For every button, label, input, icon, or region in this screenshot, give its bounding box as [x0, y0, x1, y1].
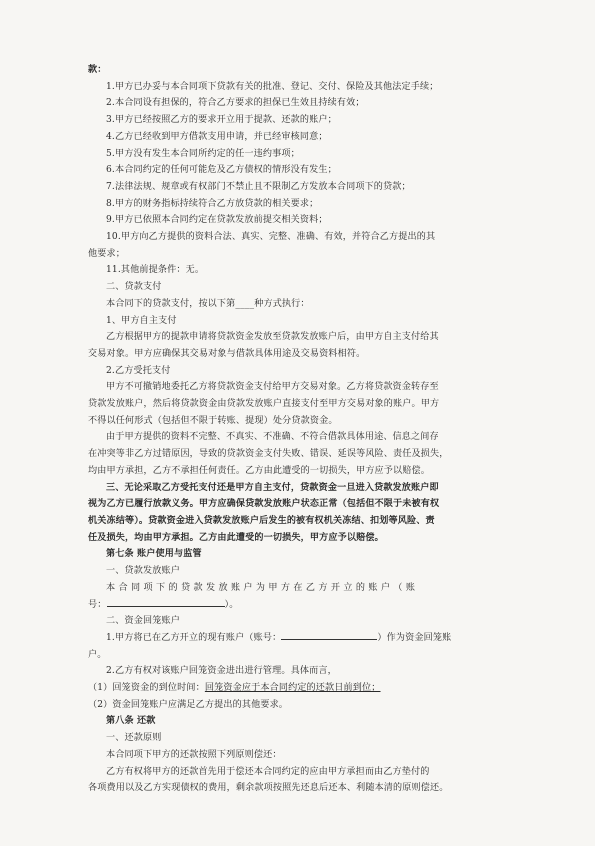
- text-line: [88, 513, 513, 530]
- line-text: 7.法律法规、规章或有权部门不禁止且不限制乙方发放本合同项下的贷款；: [106, 181, 411, 192]
- text-line: [88, 480, 513, 497]
- line-text-after: ）。: [224, 599, 239, 610]
- line-text: 交易对象。甲方应确保其交易对象与借款具体用途及交易资料相符。: [88, 348, 366, 359]
- line-text: 不得以任何形式（包括但不限于转账、提现）处分贷款资金。: [88, 415, 338, 426]
- text-line: [88, 563, 513, 580]
- text-line: [88, 162, 513, 179]
- line-text: 1.甲方将已在乙方开立的现有账户（账号：: [106, 632, 282, 643]
- text-line: [88, 446, 513, 463]
- line-text: 1.甲方已办妥与本合同项下贷款有关的批准、登记、交付、保险及其他法定手续；: [106, 81, 439, 92]
- text-line: [88, 196, 513, 213]
- line-text: 3.甲方已经按照乙方的要求开立用于提款、还款的账户；: [106, 115, 337, 126]
- text-line: [88, 129, 513, 146]
- text-line: [88, 396, 513, 413]
- text-line: [88, 246, 513, 263]
- text-line: [88, 546, 513, 563]
- line-text: 二、资金回笼账户: [106, 616, 180, 627]
- text-line: [88, 229, 513, 246]
- text-line: [88, 346, 513, 363]
- text-line: [88, 780, 513, 797]
- line-text: 6.本合同约定的任何可能危及乙方债权的情形没有发生；: [106, 165, 337, 176]
- text-line: [88, 262, 513, 279]
- line-text: 款：: [88, 64, 107, 75]
- text-line: [88, 697, 513, 714]
- line-text: 10.甲方向乙方提供的资料合法、真实、完整、准确、有效，并符合乙方提出的其: [106, 232, 436, 243]
- text-line: [88, 530, 513, 547]
- line-text: 乙方根据甲方的提款申请将贷款资金发放至贷款发放账户后，由甲方自主支付给其: [106, 332, 439, 343]
- line-text: 户。: [88, 649, 107, 660]
- line-text: 11.其他前提条件：无。: [106, 265, 205, 276]
- text-line: [88, 329, 513, 346]
- text-line: [88, 379, 513, 396]
- text-line: [88, 713, 513, 730]
- line-text: （2）资金回笼账户应满足乙方提出的其他要求。: [88, 699, 289, 710]
- text-line: [88, 95, 513, 112]
- line-text: 机关冻结等）。贷款资金进入贷款发放账户后发生的被有权机关冻结、扣划等风险、责: [88, 514, 435, 526]
- line-text: 本合同下的贷款支付，按以下第____种方式执行：: [106, 298, 310, 309]
- text-line: [88, 212, 513, 229]
- line-text: 一、贷款发放账户: [106, 566, 180, 577]
- line-text: 一、还款原则: [106, 733, 162, 744]
- line-text: 8.甲方的财务指标持续符合乙方放贷款的相关要求；: [106, 198, 319, 209]
- text-line: [88, 296, 513, 313]
- line-text: 他要求；: [88, 248, 125, 259]
- line-text: 2.本合同设有担保的，符合乙方要求的担保已生效且持续有效；: [106, 98, 365, 109]
- line-text: 任及损失，均由甲方承担。乙方由此遭受的一切损失，甲方应予以赔偿。: [88, 531, 384, 543]
- fill-in-blank[interactable]: [281, 630, 377, 640]
- text-line: [88, 663, 513, 680]
- line-text: 第八条 还款: [106, 715, 156, 727]
- text-line: [88, 429, 513, 446]
- line-text: 1、甲方自主支付: [106, 315, 177, 326]
- line-text: 各项费用以及乙方实现债权的费用，剩余款项按照先还息后还本、利随本清的原则偿还。: [88, 783, 449, 794]
- text-line: [88, 79, 513, 96]
- text-line: [88, 747, 513, 764]
- text-line: [88, 730, 513, 747]
- text-line: [88, 313, 513, 330]
- line-text: 5.甲方没有发生本合同所约定的任一违约事项；: [106, 148, 300, 159]
- line-text: 均由甲方承担，乙方不承担任何责任。乙方由此遭受的一切损失，甲方应予以赔偿。: [88, 465, 431, 476]
- text-line: [88, 146, 513, 163]
- line-text: 二、贷款支付: [106, 282, 162, 293]
- line-text: 乙方有权将甲方的还款首先用于偿还本合同约定的应由甲方承担而由乙方垫付的: [106, 766, 430, 777]
- underlined-text: 回笼资金应于本合同约定的还款日前到位；: [204, 683, 381, 694]
- line-text: 在冲突等非乙方过错原因，导致的贷款资金支付失败、错误、延误等风险、责任及损失，: [88, 449, 449, 460]
- line-text: 2.乙方有权对该账户回笼资金进出进行管理。具体而言，: [106, 666, 337, 677]
- line-text: （1）回笼资金的到位时间：: [88, 683, 205, 694]
- line-text: 4.乙方已经收到甲方借款支用申请，并已经审核同意；: [106, 131, 328, 142]
- text-line: [88, 363, 513, 380]
- line-text: 由于甲方提供的资料不完整、不真实、不准确、不符合借款具体用途、信息之间存: [106, 432, 439, 443]
- text-line: [88, 597, 513, 614]
- text-line: [88, 496, 513, 513]
- line-text: 2.乙方受托支付: [106, 365, 171, 376]
- text-line: [88, 463, 513, 480]
- text-line: [88, 62, 513, 79]
- line-text: 贷款发放账户，然后将贷款资金由贷款发放账户直接支付至甲方交易对象的账户。甲方: [88, 399, 440, 410]
- text-line: [88, 764, 513, 781]
- line-text: 甲方不可撤销地委托乙方将贷款资金支付给甲方交易对象。乙方将贷款资金转存至: [106, 382, 439, 393]
- text-line: [88, 179, 513, 196]
- text-line: [88, 613, 513, 630]
- line-text: 三、无论采取乙方受托支付还是甲方自主支付，贷款资金一旦进入贷款发放账户即: [106, 481, 439, 493]
- text-line: [88, 112, 513, 129]
- line-text: 号：: [88, 599, 107, 610]
- line-text-after: ）作为资金回笼账: [377, 632, 452, 643]
- text-line: [88, 647, 513, 664]
- text-line: [88, 680, 513, 697]
- line-text: 本合同项下的贷款发放账户为甲方在乙方开立的账户（账: [106, 582, 419, 593]
- text-line: [88, 413, 513, 430]
- text-line: [88, 580, 513, 597]
- line-text: 9.甲方已依照本合同约定在贷款发放前提交相关资料；: [106, 215, 328, 226]
- line-text: 本合同项下甲方的还款按照下列原则偿还：: [106, 749, 282, 760]
- text-line: [88, 630, 513, 647]
- fill-in-blank[interactable]: [107, 597, 225, 607]
- line-text: 视为乙方已履行放款义务。甲方应确保贷款发放账户状态正常（包括但不限于未被有权: [88, 498, 440, 510]
- text-line: [88, 279, 513, 296]
- line-text: 第七条 账户使用与监管: [106, 548, 202, 560]
